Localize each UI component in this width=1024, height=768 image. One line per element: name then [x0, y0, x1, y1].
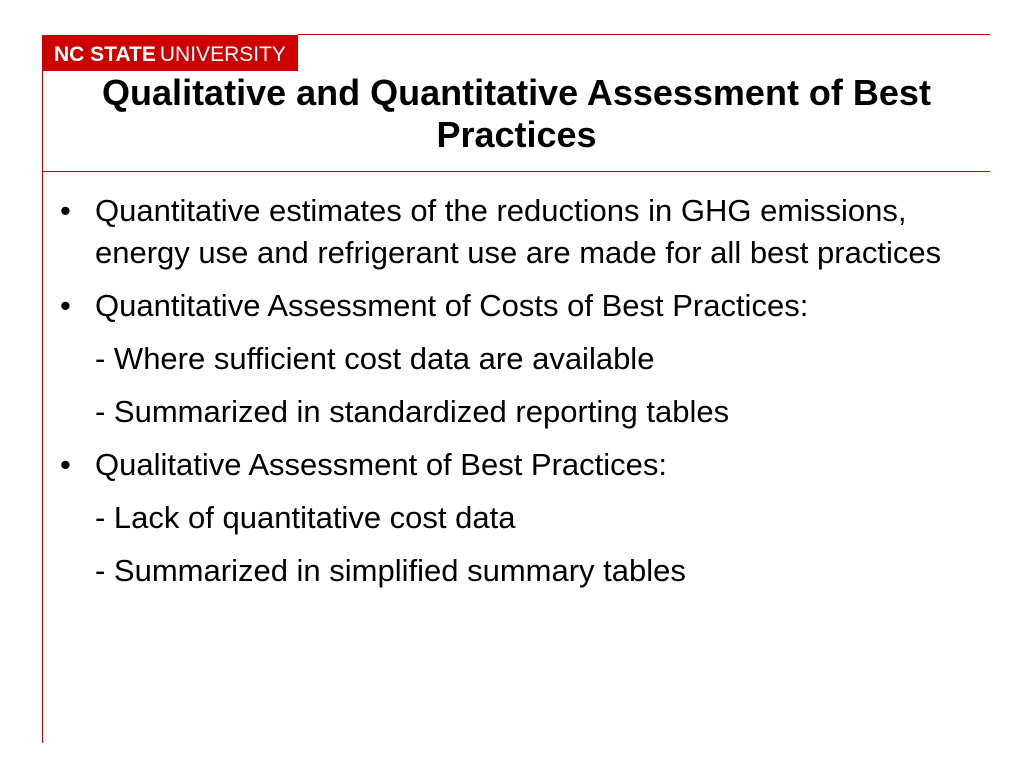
sub-item: - Summarized in simplified summary tables — [95, 553, 686, 588]
bullet-marker: • — [60, 193, 71, 228]
bullet-text: Qualitative Assessment of Best Practices: — [95, 447, 668, 482]
bullet-marker: • — [60, 447, 71, 482]
sub-item: - Lack of quantitative cost data — [95, 500, 516, 535]
sub-item: - Where sufficient cost data are available — [95, 341, 655, 376]
bullet-text: Quantitative estimates of the reductions in GHG emissions, energy use and refrigerant use are made for all best practices — [95, 193, 942, 270]
top-divider — [298, 34, 990, 35]
slide-body — [58, 190, 988, 603]
bullet-marker: • — [60, 288, 71, 323]
title-divider — [42, 171, 990, 172]
slide-title: Qualitative and Quantitative Assessment of Best Practices — [102, 72, 931, 155]
logo-text — [54, 42, 286, 65]
university-logo — [43, 35, 298, 71]
logo-light-text: UNIVERSITY — [159, 42, 286, 66]
bullet-item — [58, 190, 988, 274]
logo-bold-text: NC STATE — [54, 42, 156, 66]
sub-item: - Summarized in standardized reporting tables — [95, 394, 730, 429]
bullet-text: Quantitative Assessment of Costs of Best Practices: — [95, 288, 809, 323]
bullet-item — [58, 444, 988, 486]
bullet-item — [58, 285, 988, 327]
